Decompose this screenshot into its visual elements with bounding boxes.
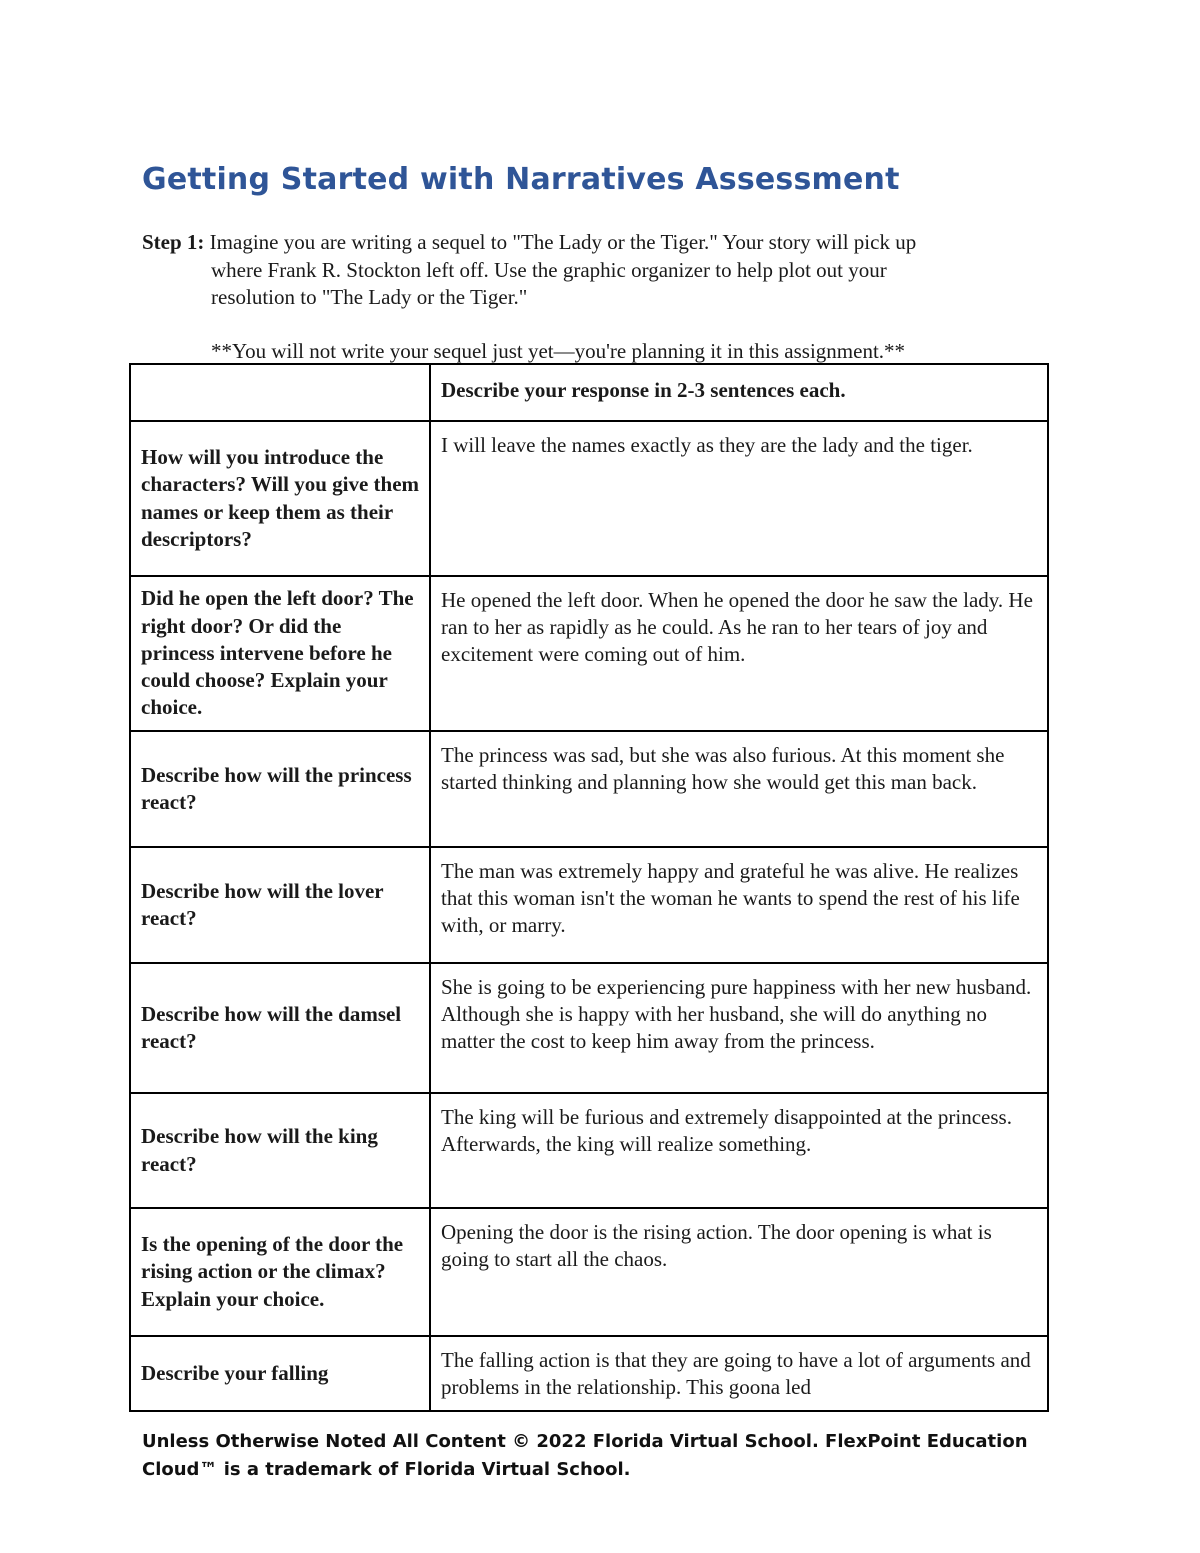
step-line-3: resolution to "The Lady or the Tiger." <box>211 285 528 309</box>
question-cell: Is the opening of the door the rising action or the climax? Explain your choice. <box>130 1208 430 1336</box>
step-line-2: where Frank R. Stockton left off. Use the graphic organizer to help plot out your <box>211 257 887 282</box>
answer-cell[interactable]: The falling action is that they are going to have a lot of arguments and problems in the relationship. This goona led <box>430 1336 1048 1411</box>
table-row <box>130 963 1048 1093</box>
step-label: Step 1: <box>142 230 205 254</box>
question-cell: Did he open the left door? The right door? Or did the princess intervene before he could choose? Explain your choice. <box>130 576 430 731</box>
table-row <box>130 1336 1048 1411</box>
graphic-organizer-table <box>129 363 1049 1412</box>
table-row <box>130 421 1048 576</box>
step-text-1: Imagine you are writing a sequel to "The Lady or the Tiger." Your story will pick up <box>209 230 917 254</box>
answer-cell[interactable]: She is going to be experiencing pure happiness with her new husband. Although she is happy with her husband, she will do anything no matter the cost to keep him away from the princess. <box>430 963 1048 1093</box>
table-row <box>130 576 1048 731</box>
question-cell: Describe how will the king react? <box>130 1093 430 1208</box>
question-cell: Describe how will the lover react? <box>130 847 430 963</box>
answer-cell[interactable]: The princess was sad, but she was also furious. At this moment she started thinking and planning how she would get this man back. <box>430 731 1048 847</box>
planning-note: **You will not write your sequel just yet—you're planning it in this assignment.** <box>211 339 906 363</box>
answer-cell[interactable]: The man was extremely happy and grateful he was alive. He realizes that this woman isn't the woman he wants to spend the rest of his life with, or marry. <box>430 847 1048 963</box>
table-row <box>130 1093 1048 1208</box>
copyright-footer: Unless Otherwise Noted All Content © 2022 Florida Virtual School. FlexPoint Education Cloud™ is a trademark of Florida Virtual School. <box>142 1431 1028 1480</box>
table-header-row <box>130 364 1048 421</box>
page-title: Getting Started with Narratives Assessment <box>142 162 900 197</box>
step-instructions <box>142 229 1042 312</box>
question-cell: Describe how will the princess react? <box>130 731 430 847</box>
table-row <box>130 731 1048 847</box>
answer-cell[interactable]: I will leave the names exactly as they are the lady and the tiger. <box>430 421 1048 576</box>
answer-cell[interactable]: The king will be furious and extremely disappointed at the princess. Afterwards, the king will realize something. <box>430 1093 1048 1208</box>
answer-cell[interactable]: Opening the door is the rising action. The door opening is what is going to start all the chaos. <box>430 1208 1048 1336</box>
question-cell: Describe how will the damsel react? <box>130 963 430 1093</box>
table-row <box>130 847 1048 963</box>
question-cell: How will you introduce the characters? Will you give them names or keep them as their descriptors? <box>130 421 430 576</box>
header-response-cell: Describe your response in 2-3 sentences each. <box>430 364 1048 421</box>
header-empty-cell <box>130 364 430 421</box>
table-row <box>130 1208 1048 1336</box>
step-line-1 <box>142 229 1042 257</box>
answer-cell[interactable]: He opened the left door. When he opened the door he saw the lady. He ran to her as rapidly as he could. As he ran to her tears of joy and excitement were coming out of him. <box>430 576 1048 731</box>
question-cell: Describe your falling <box>130 1336 430 1411</box>
